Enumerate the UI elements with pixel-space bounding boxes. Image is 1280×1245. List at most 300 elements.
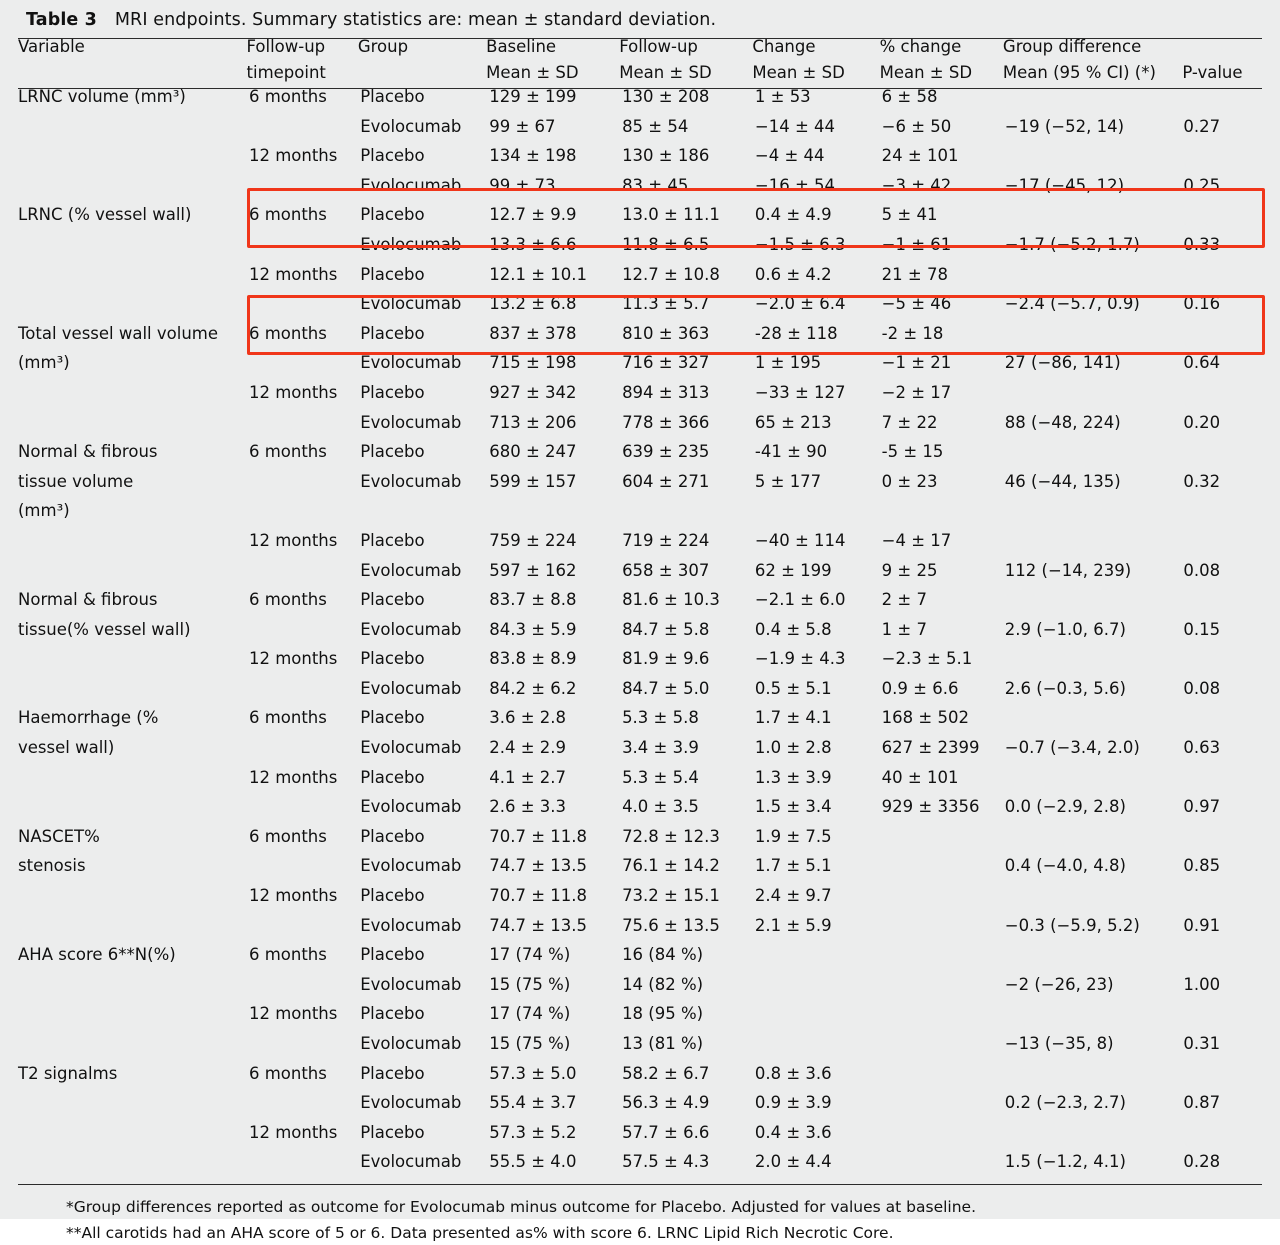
cell-variable (18, 799, 249, 829)
cell-timepoint (249, 237, 360, 267)
cell-percent-change: 0.9 ± 6.6 (881, 678, 959, 698)
cell-pvalue: 0.28 (1183, 1152, 1221, 1172)
cell-baseline: 2.4 ± 2.9 (489, 738, 567, 758)
header-row-1 (18, 39, 1262, 56)
cell-change: −40 ± 114 (754, 530, 846, 550)
cell-percent-change: −2 ± 17 (881, 382, 952, 402)
cell-group-difference (1005, 148, 1184, 178)
cell-pvalue: 0.32 (1183, 471, 1221, 491)
cell-group-difference: 0.0 (−2.9, 2.8) (1004, 797, 1126, 817)
cell-timepoint: 6 months (248, 1063, 327, 1083)
table-row (18, 1066, 1262, 1096)
cell-change: 0.4 ± 4.9 (754, 205, 832, 225)
cell-percent-change (882, 977, 1005, 1007)
cell-timepoint: 6 months (248, 87, 327, 106)
table-row (18, 326, 1262, 356)
table-row (18, 474, 1262, 504)
cell-followup: 11.8 ± 6.5 (622, 234, 710, 254)
cell-timepoint (249, 799, 360, 829)
cell-timepoint: 6 months (248, 205, 327, 225)
cell-pvalue (1183, 888, 1262, 918)
cell-baseline: 599 ± 157 (489, 471, 577, 491)
col-subheader-change: Mean ± SD (752, 62, 845, 82)
cell-group: Placebo (360, 87, 425, 106)
cell-group-difference: −0.3 (−5.9, 5.2) (1004, 915, 1140, 935)
cell-variable (18, 1154, 249, 1184)
cell-pvalue (1183, 326, 1262, 356)
table-row (18, 444, 1262, 474)
cell-followup: 72.8 ± 12.3 (622, 826, 720, 846)
cell-percent-change: −4 ± 17 (881, 530, 952, 550)
cell-pvalue: 1.00 (1183, 974, 1221, 994)
cell-timepoint (249, 1095, 360, 1125)
cell-group-difference (1005, 947, 1184, 977)
table-row (18, 503, 1262, 533)
cell-followup: 639 ± 235 (622, 442, 710, 462)
cell-change: 1.0 ± 2.8 (754, 738, 832, 758)
cell-group-difference: −2.4 (−5.7, 0.9) (1004, 294, 1140, 314)
cell-percent-change (882, 1125, 1005, 1155)
cell-followup: 5.3 ± 5.4 (622, 767, 699, 787)
cell-followup: 81.9 ± 9.6 (622, 649, 710, 669)
cell-change: 2.4 ± 9.7 (754, 886, 832, 906)
cell-baseline: 597 ± 162 (489, 560, 577, 580)
cell-variable (18, 888, 249, 918)
table-row (18, 888, 1262, 918)
cell-timepoint: 6 months (248, 442, 327, 462)
cell-percent-change: 2 ± 7 (881, 590, 927, 610)
table-row (18, 267, 1262, 297)
col-subheader-percent-change: Mean ± SD (879, 62, 973, 82)
cell-change: 0.6 ± 4.2 (754, 264, 832, 284)
col-subheader-mean-ci: Mean (95 % CI) (*) (1002, 62, 1156, 82)
cell-percent-change (882, 947, 1005, 977)
cell-percent-change: 1 ± 7 (881, 619, 927, 639)
cell-pvalue (1183, 651, 1262, 681)
cell-pvalue (1183, 770, 1262, 800)
cell-followup: 57.5 ± 4.3 (622, 1152, 710, 1172)
col-header-group: Group (357, 37, 409, 56)
table-row (18, 178, 1262, 208)
cell-timepoint: 6 months (248, 590, 327, 610)
cell-group-difference (1005, 770, 1184, 800)
cell-percent-change: −1 ± 21 (881, 353, 952, 373)
cell-change (755, 977, 882, 1007)
cell-change: −1.9 ± 4.3 (754, 649, 846, 669)
cell-baseline: 57.3 ± 5.2 (489, 1122, 577, 1142)
cell-percent-change (882, 918, 1005, 948)
cell-percent-change: 627 ± 2399 (881, 738, 980, 758)
cell-group-difference (1005, 503, 1184, 533)
cell-baseline: 3.6 ± 2.8 (489, 708, 567, 728)
cell-pvalue: 0.64 (1183, 353, 1221, 373)
cell-timepoint (249, 622, 360, 652)
cell-pvalue (1183, 385, 1262, 415)
cell-baseline: 12.7 ± 9.9 (489, 205, 577, 225)
table-caption-text: MRI endpoints. Summary statistics are: mean ± standard deviation. (114, 10, 717, 30)
cell-change: 0.5 ± 5.1 (754, 678, 832, 698)
cell-group-difference (1005, 89, 1184, 119)
cell-group: Evolocumab (360, 678, 462, 698)
cell-timepoint (249, 415, 360, 445)
cell-group: Placebo (360, 590, 425, 610)
cell-pvalue: 0.63 (1183, 738, 1221, 758)
cell-group-difference (1005, 1006, 1184, 1036)
cell-group: Placebo (360, 530, 425, 550)
cell-timepoint: 12 months (248, 767, 338, 787)
col-header-followup: Follow-up (246, 37, 326, 56)
table-row (18, 296, 1262, 326)
cell-timepoint (249, 918, 360, 948)
cell-timepoint: 12 months (248, 886, 338, 906)
cell-percent-change (882, 1095, 1005, 1125)
table-row (18, 651, 1262, 681)
cell-variable (18, 119, 249, 149)
cell-change (755, 947, 882, 977)
cell-percent-change: 7 ± 22 (881, 412, 938, 432)
cell-variable (18, 681, 249, 711)
cell-pvalue: 0.16 (1183, 294, 1221, 314)
cell-group: Placebo (360, 1004, 425, 1024)
mri-endpoints-body-table (18, 89, 1262, 1184)
cell-followup: 75.6 ± 13.5 (622, 915, 720, 935)
cell-group: Placebo (360, 1063, 425, 1083)
cell-pvalue (1183, 267, 1262, 297)
col-header-variable: Variable (18, 37, 85, 56)
table-row (18, 1125, 1262, 1155)
cell-group: Placebo (360, 826, 425, 846)
cell-percent-change: −2.3 ± 5.1 (881, 649, 973, 669)
cell-group-difference: 112 (−14, 239) (1004, 560, 1132, 580)
cell-timepoint (249, 858, 360, 888)
cell-followup: 716 ± 327 (622, 353, 710, 373)
cell-change: 0.4 ± 3.6 (754, 1122, 832, 1142)
cell-timepoint (249, 296, 360, 326)
cell-percent-change: −3 ± 42 (881, 175, 952, 195)
cell-group-difference (1005, 829, 1184, 859)
cell-change: -41 ± 90 (754, 442, 828, 462)
cell-percent-change (882, 1006, 1005, 1036)
cell-baseline: 55.5 ± 4.0 (489, 1152, 577, 1172)
cell-group (360, 503, 489, 533)
cell-variable: Total vessel wall volume (18, 323, 219, 343)
cell-percent-change: 21 ± 78 (881, 264, 948, 284)
footnote-2: **All carotids had an AHA score of 5 or 6. Data presented as% with score 6. LRNC Lipid Rich Necrotic Core. (66, 1223, 894, 1242)
cell-followup: 73.2 ± 15.1 (622, 886, 720, 906)
col-header-baseline: Baseline (486, 37, 557, 56)
cell-pvalue: 0.97 (1183, 797, 1221, 817)
cell-followup: 130 ± 208 (622, 87, 710, 106)
cell-baseline: 55.4 ± 3.7 (489, 1093, 577, 1113)
cell-pvalue (1183, 503, 1262, 533)
cell-group-difference (1005, 1125, 1184, 1155)
cell-percent-change: -5 ± 15 (881, 442, 944, 462)
cell-timepoint: 12 months (248, 649, 338, 669)
cell-baseline: 74.7 ± 13.5 (489, 915, 588, 935)
cell-variable: tissue(% vessel wall) (18, 619, 191, 639)
cell-pvalue: 0.08 (1183, 678, 1221, 698)
cell-baseline: 84.2 ± 6.2 (489, 678, 577, 698)
cell-change: 1.7 ± 5.1 (754, 856, 832, 876)
col-subheader-variable (18, 56, 247, 89)
cell-pvalue: 0.87 (1183, 1093, 1221, 1113)
cell-baseline: 70.7 ± 11.8 (489, 886, 588, 906)
col-header-group-difference: Group difference (1002, 37, 1142, 56)
col-header-change: Change (752, 37, 816, 56)
cell-group-difference (1005, 326, 1184, 356)
table-row (18, 1095, 1262, 1125)
cell-change: 62 ± 199 (754, 560, 832, 580)
cell-pvalue: 0.33 (1183, 234, 1221, 254)
cell-variable (18, 533, 249, 563)
cell-baseline: 84.3 ± 5.9 (489, 619, 577, 639)
col-header-percent-change: % change (879, 37, 962, 56)
cell-baseline: 99 ± 73 (489, 175, 556, 195)
cell-pvalue: 0.27 (1183, 116, 1221, 136)
cell-baseline: 17 (74 %) (489, 945, 571, 965)
cell-pvalue (1183, 1006, 1262, 1036)
col-subheader-group (358, 56, 486, 89)
cell-group: Placebo (360, 382, 425, 402)
cell-pvalue: 0.15 (1183, 619, 1221, 639)
cell-group: Placebo (360, 323, 425, 343)
col-subheader-baseline: Mean ± SD (486, 62, 579, 82)
cell-group: Evolocumab (360, 353, 462, 373)
cell-change: -28 ± 118 (754, 323, 838, 343)
footnote-1: *Group differences reported as outcome for Evolocumab minus outcome for Placebo. Adjusted for values at baseline. (66, 1197, 977, 1216)
cell-baseline: 13.2 ± 6.8 (489, 294, 577, 314)
cell-followup: 4.0 ± 3.5 (622, 797, 699, 817)
cell-change: 0.4 ± 5.8 (754, 619, 832, 639)
cell-group: Placebo (360, 442, 425, 462)
cell-group: Evolocumab (360, 1093, 462, 1113)
cell-group-difference: −19 (−52, 14) (1004, 116, 1125, 136)
cell-followup: 810 ± 363 (622, 323, 710, 343)
cell-followup: 18 (95 %) (622, 1004, 704, 1024)
cell-followup: 85 ± 54 (622, 116, 689, 136)
cell-group: Evolocumab (360, 1152, 462, 1172)
cell-percent-change: -2 ± 18 (881, 323, 944, 343)
cell-change: −2.1 ± 6.0 (754, 590, 846, 610)
cell-variable: LRNC (% vessel wall) (18, 205, 192, 225)
cell-followup: 5.3 ± 5.8 (622, 708, 699, 728)
cell-variable (18, 977, 249, 1007)
cell-group-difference (1005, 1066, 1184, 1096)
cell-followup: 604 ± 271 (622, 471, 710, 491)
table-caption (0, 0, 1280, 38)
cell-percent-change: −5 ± 46 (881, 294, 952, 314)
table-row (18, 1006, 1262, 1036)
cell-variable (18, 237, 249, 267)
cell-change: −16 ± 54 (754, 175, 836, 195)
cell-group-difference: 1.5 (−1.2, 4.1) (1004, 1152, 1126, 1172)
cell-timepoint (249, 178, 360, 208)
cell-group-difference (1005, 444, 1184, 474)
cell-followup: 57.7 ± 6.6 (622, 1122, 710, 1142)
cell-followup: 56.3 ± 4.9 (622, 1093, 710, 1113)
cell-baseline: 57.3 ± 5.0 (489, 1063, 577, 1083)
table-row (18, 207, 1262, 237)
cell-followup: 658 ± 307 (622, 560, 710, 580)
cell-timepoint: 6 months (248, 708, 327, 728)
cell-change: −4 ± 44 (754, 146, 825, 166)
cell-timepoint (249, 1036, 360, 1066)
cell-variable: Normal & fibrous (18, 590, 158, 610)
cell-variable: NASCET% (18, 826, 100, 846)
table-row (18, 355, 1262, 385)
cell-group: Evolocumab (360, 471, 462, 491)
cell-group-difference (1005, 207, 1184, 237)
cell-group: Evolocumab (360, 116, 462, 136)
cell-group-difference: 88 (−48, 224) (1004, 412, 1121, 432)
cell-pvalue (1183, 829, 1262, 859)
cell-baseline: 759 ± 224 (489, 530, 577, 550)
cell-followup: 894 ± 313 (622, 382, 710, 402)
cell-variable: (mm³) (18, 353, 70, 373)
table-row (18, 148, 1262, 178)
cell-followup: 76.1 ± 14.2 (622, 856, 720, 876)
cell-percent-change: 40 ± 101 (881, 767, 959, 787)
cell-followup: 130 ± 186 (622, 146, 710, 166)
cell-timepoint (249, 1154, 360, 1184)
cell-baseline: 129 ± 199 (489, 87, 577, 106)
cell-timepoint: 6 months (248, 323, 327, 343)
cell-pvalue (1183, 444, 1262, 474)
cell-baseline: 17 (74 %) (489, 1004, 571, 1024)
col-subheader-timepoint: timepoint (246, 62, 326, 82)
table-row (18, 799, 1262, 829)
cell-percent-change: 6 ± 58 (881, 87, 938, 106)
cell-percent-change (882, 829, 1005, 859)
cell-variable (18, 770, 249, 800)
cell-group: Evolocumab (360, 619, 462, 639)
cell-followup: 81.6 ± 10.3 (622, 590, 720, 610)
cell-variable (18, 415, 249, 445)
table-row (18, 385, 1262, 415)
cell-variable (18, 267, 249, 297)
cell-timepoint: 12 months (248, 146, 338, 166)
cell-pvalue: 0.91 (1183, 915, 1221, 935)
cell-baseline: 70.7 ± 11.8 (489, 826, 588, 846)
cell-change (755, 503, 882, 533)
table-row (18, 89, 1262, 119)
cell-variable: vessel wall) (18, 738, 115, 758)
cell-variable (18, 148, 249, 178)
cell-group: Evolocumab (360, 294, 462, 314)
cell-change: 65 ± 213 (754, 412, 832, 432)
header-row-2 (18, 56, 1262, 89)
cell-change: 1.3 ± 3.9 (754, 767, 832, 787)
cell-group: Evolocumab (360, 915, 462, 935)
cell-group-difference: 2.6 (−0.3, 5.6) (1004, 678, 1126, 698)
cell-percent-change: −6 ± 50 (881, 116, 952, 136)
cell-group-difference: −13 (−35, 8) (1004, 1034, 1114, 1053)
cell-baseline: 74.7 ± 13.5 (489, 856, 588, 876)
cell-timepoint (249, 119, 360, 149)
table-row (18, 237, 1262, 267)
cell-group: Evolocumab (360, 856, 462, 876)
cell-pvalue (1183, 1125, 1262, 1155)
cell-group: Evolocumab (360, 560, 462, 580)
cell-followup: 11.3 ± 5.7 (622, 294, 710, 314)
cell-group-difference: 27 (−86, 141) (1004, 353, 1121, 373)
cell-pvalue (1183, 89, 1262, 119)
cell-pvalue (1183, 148, 1262, 178)
cell-group-difference: −17 (−45, 12) (1004, 175, 1125, 195)
cell-change: 0.8 ± 3.6 (754, 1063, 832, 1083)
cell-followup: 719 ± 224 (622, 530, 710, 550)
cell-group-difference: 2.9 (−1.0, 6.7) (1004, 619, 1126, 639)
cell-timepoint (249, 474, 360, 504)
cell-change: 1 ± 53 (754, 87, 811, 106)
cell-timepoint: 12 months (248, 530, 338, 550)
table-row (18, 592, 1262, 622)
cell-variable (18, 296, 249, 326)
table-row (18, 415, 1262, 445)
cell-timepoint (249, 355, 360, 385)
cell-followup: 83 ± 45 (622, 175, 689, 195)
cell-baseline: 837 ± 378 (489, 323, 577, 343)
table-row (18, 622, 1262, 652)
cell-variable (18, 178, 249, 208)
cell-pvalue: 0.08 (1183, 560, 1221, 580)
table-head (18, 39, 1262, 88)
cell-change: −2.0 ± 6.4 (754, 294, 846, 314)
cell-change: 1 ± 195 (754, 353, 822, 373)
cell-percent-change: 0 ± 23 (881, 471, 938, 491)
cell-baseline: 4.1 ± 2.7 (489, 767, 567, 787)
table-row (18, 1036, 1262, 1066)
cell-percent-change (882, 1154, 1005, 1184)
cell-change (755, 1006, 882, 1036)
col-header-followup-val: Follow-up (619, 37, 698, 56)
cell-change: −33 ± 127 (754, 382, 846, 402)
cell-baseline: 680 ± 247 (489, 442, 577, 462)
cell-baseline: 99 ± 67 (489, 116, 556, 136)
table-row (18, 918, 1262, 948)
cell-group: Evolocumab (360, 738, 462, 758)
mri-endpoints-table (18, 39, 1262, 88)
cell-group-difference (1005, 592, 1184, 622)
cell-variable: (mm³) (18, 501, 70, 521)
cell-followup (622, 503, 755, 533)
cell-change: 5 ± 177 (754, 471, 822, 491)
cell-pvalue: 0.85 (1183, 856, 1221, 876)
cell-group: Placebo (360, 1122, 425, 1142)
cell-variable (18, 651, 249, 681)
cell-percent-change (882, 503, 1005, 533)
cell-baseline: 83.8 ± 8.9 (489, 649, 577, 669)
cell-change: 2.1 ± 5.9 (754, 915, 832, 935)
cell-group: Placebo (360, 146, 425, 166)
cell-variable (18, 1036, 249, 1066)
cell-followup: 16 (84 %) (622, 945, 704, 965)
cell-timepoint: 12 months (248, 382, 338, 402)
cell-pvalue (1183, 207, 1262, 237)
cell-group: Evolocumab (360, 175, 462, 195)
cell-followup: 14 (82 %) (622, 974, 704, 994)
table-row (18, 1154, 1262, 1184)
cell-change: 0.9 ± 3.9 (754, 1093, 832, 1113)
cell-group-difference (1005, 710, 1184, 740)
table-caption-label: Table 3 (26, 10, 97, 30)
cell-percent-change: 5 ± 41 (881, 205, 938, 225)
cell-group: Placebo (360, 264, 425, 284)
cell-change: 1.5 ± 3.4 (754, 797, 832, 817)
cell-group-difference: 0.2 (−2.3, 2.7) (1004, 1093, 1126, 1113)
cell-baseline: 927 ± 342 (489, 382, 577, 402)
cell-group: Evolocumab (360, 1034, 462, 1053)
